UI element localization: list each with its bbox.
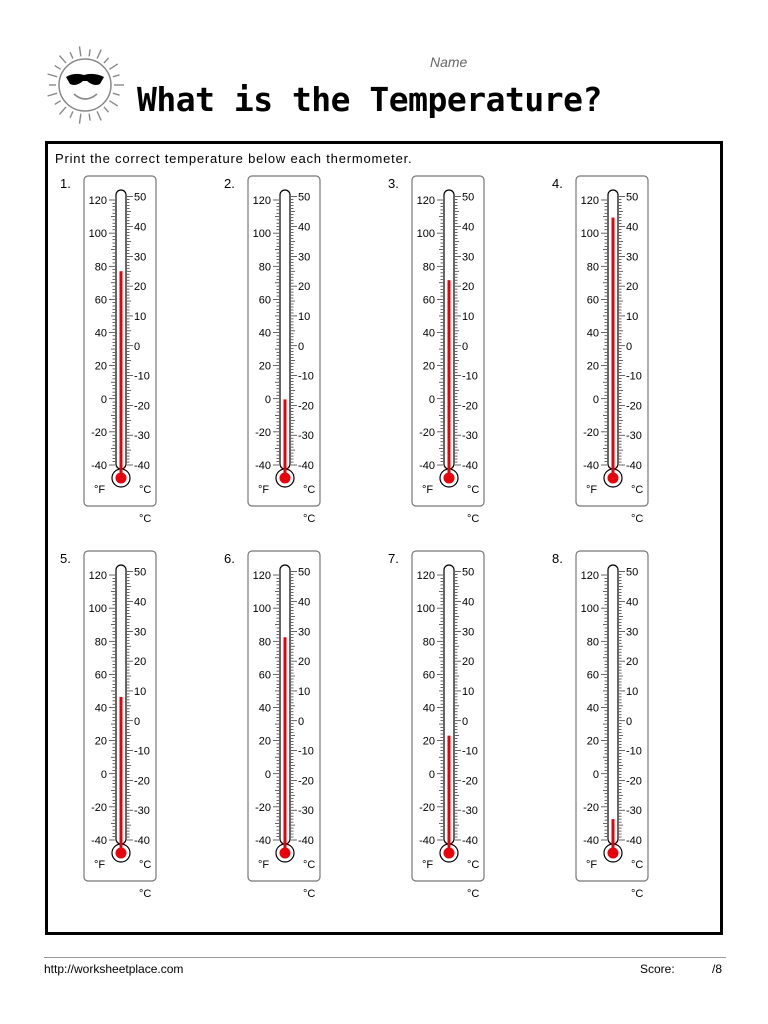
thermometer-number: 7. — [388, 551, 399, 566]
fahrenheit-label: 120 — [88, 195, 107, 207]
celsius-label: -40 — [298, 835, 314, 847]
celsius-label: 20 — [298, 281, 311, 294]
thermometer-number: 6. — [224, 551, 235, 566]
fahrenheit-label: 0 — [264, 393, 271, 406]
page-title: What is the Temperature? — [137, 80, 602, 119]
fahrenheit-label: 20 — [94, 360, 107, 373]
fahrenheit-unit: °F — [586, 859, 598, 871]
celsius-label: 10 — [626, 685, 639, 698]
thermometer-2 — [224, 176, 320, 525]
celsius-label: 40 — [462, 221, 475, 234]
celsius-label: -30 — [298, 805, 314, 818]
thermometer-8 — [552, 551, 648, 900]
fahrenheit-label: -20 — [91, 426, 107, 439]
celsius-label: 30 — [462, 251, 475, 264]
fahrenheit-label: -20 — [255, 801, 271, 814]
celsius-label: 50 — [626, 191, 639, 204]
mercury-column — [120, 271, 123, 475]
fahrenheit-label: 40 — [258, 702, 271, 715]
fahrenheit-unit: °F — [94, 859, 106, 871]
fahrenheit-label: -40 — [91, 835, 107, 847]
celsius-label: -10 — [134, 745, 150, 758]
fahrenheit-label: 120 — [416, 570, 435, 582]
fahrenheit-label: 80 — [258, 261, 271, 274]
fahrenheit-unit: °F — [94, 484, 106, 496]
celsius-label: 0 — [626, 340, 633, 353]
mercury-column — [284, 637, 287, 850]
celsius-label: -10 — [298, 745, 314, 758]
celsius-label: 40 — [462, 596, 475, 609]
fahrenheit-label: 60 — [422, 294, 435, 307]
fahrenheit-label: 20 — [422, 735, 435, 748]
celsius-label: 20 — [298, 656, 311, 669]
celsius-unit: °C — [303, 859, 316, 871]
celsius-unit: °C — [467, 859, 480, 871]
fahrenheit-label: 20 — [586, 735, 599, 748]
fahrenheit-label: -40 — [419, 460, 435, 472]
fahrenheit-label: 100 — [580, 228, 599, 241]
fahrenheit-label: 120 — [580, 195, 599, 207]
celsius-label: 40 — [134, 221, 147, 234]
celsius-label: 50 — [134, 566, 147, 579]
fahrenheit-label: 20 — [94, 735, 107, 748]
fahrenheit-label: 120 — [252, 195, 271, 207]
celsius-label: -10 — [462, 745, 478, 758]
celsius-label: 30 — [626, 251, 639, 264]
footer-divider — [44, 957, 726, 958]
celsius-label: 0 — [462, 715, 469, 728]
fahrenheit-label: 40 — [586, 327, 599, 340]
fahrenheit-label: 100 — [252, 603, 271, 616]
fahrenheit-label: 20 — [258, 735, 271, 748]
celsius-label: 50 — [298, 191, 311, 204]
fahrenheit-label: 0 — [100, 768, 107, 781]
celsius-label: -20 — [462, 775, 478, 788]
fahrenheit-label: 0 — [592, 393, 599, 406]
celsius-label: -20 — [462, 400, 478, 413]
celsius-label: 50 — [462, 191, 475, 204]
celsius-label: 50 — [462, 566, 475, 579]
fahrenheit-label: 80 — [94, 636, 107, 649]
mercury-bulb — [116, 848, 127, 859]
fahrenheit-label: 80 — [94, 261, 107, 274]
fahrenheit-label: 80 — [586, 261, 599, 274]
celsius-label: 20 — [462, 656, 475, 669]
fahrenheit-label: 60 — [94, 669, 107, 682]
fahrenheit-label: 80 — [422, 636, 435, 649]
fahrenheit-unit: °F — [586, 484, 598, 496]
celsius-label: -20 — [298, 775, 314, 788]
celsius-label: -40 — [626, 835, 642, 847]
fahrenheit-label: -20 — [419, 801, 435, 814]
mercury-column — [448, 736, 451, 850]
celsius-label: -40 — [626, 460, 642, 472]
fahrenheit-unit: °F — [258, 859, 270, 871]
celsius-label: -30 — [134, 805, 150, 818]
thermometer-7 — [388, 551, 484, 900]
celsius-label: 10 — [462, 310, 475, 323]
score-label: Score: — [640, 962, 675, 976]
fahrenheit-label: 40 — [94, 702, 107, 715]
fahrenheit-label: 80 — [258, 636, 271, 649]
mercury-bulb — [444, 473, 455, 484]
celsius-label: 0 — [134, 340, 141, 353]
celsius-label: 30 — [626, 626, 639, 639]
celsius-label: 10 — [134, 310, 147, 323]
fahrenheit-label: -20 — [583, 801, 599, 814]
thermometer-number: 8. — [552, 551, 563, 566]
thermometer-4 — [552, 176, 648, 525]
answer-unit: °C — [467, 888, 480, 900]
fahrenheit-label: 40 — [94, 327, 107, 340]
celsius-label: 50 — [134, 191, 147, 204]
thermometer-6 — [224, 551, 320, 900]
celsius-label: 40 — [626, 221, 639, 234]
mercury-bulb — [116, 473, 127, 484]
fahrenheit-label: 0 — [592, 768, 599, 781]
answer-unit: °C — [139, 888, 152, 900]
celsius-label: 20 — [134, 656, 147, 669]
fahrenheit-label: 100 — [416, 603, 435, 616]
fahrenheit-label: -20 — [255, 426, 271, 439]
fahrenheit-label: 60 — [94, 294, 107, 307]
fahrenheit-label: 120 — [580, 570, 599, 582]
celsius-label: 20 — [134, 281, 147, 294]
fahrenheit-label: -40 — [255, 835, 271, 847]
thermometer-number: 3. — [388, 176, 399, 191]
celsius-label: -30 — [462, 805, 478, 818]
mercury-column — [612, 819, 615, 850]
celsius-label: 0 — [298, 715, 305, 728]
fahrenheit-label: 80 — [586, 636, 599, 649]
answer-unit: °C — [303, 888, 316, 900]
answer-unit: °C — [139, 513, 152, 525]
name-label: Name — [430, 54, 468, 70]
celsius-unit: °C — [631, 484, 644, 496]
celsius-label: 10 — [462, 685, 475, 698]
fahrenheit-label: 100 — [88, 603, 107, 616]
celsius-unit: °C — [467, 484, 480, 496]
celsius-label: 40 — [298, 596, 311, 609]
fahrenheit-label: 120 — [88, 570, 107, 582]
celsius-label: 50 — [298, 566, 311, 579]
fahrenheit-label: 40 — [422, 702, 435, 715]
fahrenheit-label: 40 — [258, 327, 271, 340]
fahrenheit-label: 40 — [586, 702, 599, 715]
fahrenheit-label: 100 — [416, 228, 435, 241]
fahrenheit-label: 60 — [422, 669, 435, 682]
celsius-label: 20 — [462, 281, 475, 294]
celsius-label: -20 — [134, 775, 150, 788]
answer-unit: °C — [467, 513, 480, 525]
celsius-label: 0 — [626, 715, 633, 728]
fahrenheit-label: 100 — [580, 603, 599, 616]
celsius-label: -40 — [298, 460, 314, 472]
fahrenheit-label: -40 — [583, 835, 599, 847]
fahrenheit-label: -20 — [91, 801, 107, 814]
fahrenheit-label: 120 — [252, 570, 271, 582]
celsius-label: 30 — [134, 251, 147, 264]
fahrenheit-label: 0 — [100, 393, 107, 406]
celsius-label: -10 — [626, 745, 642, 758]
celsius-label: -20 — [626, 775, 642, 788]
mercury-column — [120, 697, 123, 850]
mercury-bulb — [280, 473, 291, 484]
fahrenheit-label: -40 — [583, 460, 599, 472]
celsius-label: -40 — [134, 835, 150, 847]
fahrenheit-label: -20 — [419, 426, 435, 439]
fahrenheit-label: 100 — [252, 228, 271, 241]
celsius-label: 10 — [298, 310, 311, 323]
celsius-label: -30 — [462, 430, 478, 443]
celsius-label: 40 — [134, 596, 147, 609]
celsius-label: 50 — [626, 566, 639, 579]
thermometer-5 — [60, 551, 156, 900]
mercury-column — [284, 399, 287, 475]
celsius-label: 20 — [626, 281, 639, 294]
fahrenheit-label: 0 — [264, 768, 271, 781]
fahrenheit-label: -40 — [255, 460, 271, 472]
celsius-label: -10 — [134, 370, 150, 383]
fahrenheit-label: 20 — [422, 360, 435, 373]
mercury-bulb — [608, 473, 619, 484]
celsius-label: -40 — [462, 835, 478, 847]
fahrenheit-unit: °F — [422, 484, 434, 496]
celsius-label: 0 — [462, 340, 469, 353]
fahrenheit-label: 0 — [428, 768, 435, 781]
fahrenheit-label: -40 — [419, 835, 435, 847]
fahrenheit-label: 20 — [586, 360, 599, 373]
celsius-label: 30 — [134, 626, 147, 639]
celsius-label: 40 — [298, 221, 311, 234]
celsius-label: -30 — [134, 430, 150, 443]
thermometer-3 — [388, 176, 484, 525]
mercury-bulb — [608, 848, 619, 859]
answer-unit: °C — [631, 888, 644, 900]
mercury-column — [448, 280, 451, 475]
celsius-unit: °C — [303, 484, 316, 496]
celsius-label: -30 — [626, 805, 642, 818]
thermometer-number: 1. — [60, 176, 71, 191]
fahrenheit-label: 40 — [422, 327, 435, 340]
celsius-label: 40 — [626, 596, 639, 609]
celsius-label: -20 — [134, 400, 150, 413]
fahrenheit-unit: °F — [422, 859, 434, 871]
mercury-column — [612, 218, 615, 475]
fahrenheit-label: 80 — [422, 261, 435, 274]
answer-unit: °C — [631, 513, 644, 525]
celsius-label: 10 — [626, 310, 639, 323]
celsius-label: -30 — [298, 430, 314, 443]
footer-url: http://worksheetplace.com — [44, 962, 184, 976]
celsius-label: -10 — [462, 370, 478, 383]
thermometer-1 — [60, 176, 156, 525]
fahrenheit-label: 100 — [88, 228, 107, 241]
thermometer-number: 4. — [552, 176, 563, 191]
celsius-unit: °C — [139, 859, 152, 871]
celsius-label: -40 — [134, 460, 150, 472]
fahrenheit-label: 60 — [586, 294, 599, 307]
fahrenheit-label: -20 — [583, 426, 599, 439]
celsius-unit: °C — [631, 859, 644, 871]
answer-unit: °C — [303, 513, 316, 525]
thermometer-number: 2. — [224, 176, 235, 191]
celsius-label: 30 — [298, 251, 311, 264]
mercury-bulb — [444, 848, 455, 859]
thermometer-number: 5. — [60, 551, 71, 566]
celsius-label: -20 — [298, 400, 314, 413]
celsius-label: 20 — [626, 656, 639, 669]
instruction-text: Print the correct temperature below each thermometer. — [55, 151, 413, 166]
celsius-label: 10 — [134, 685, 147, 698]
thermometer-tube — [608, 565, 618, 844]
celsius-label: -20 — [626, 400, 642, 413]
celsius-label: 30 — [462, 626, 475, 639]
fahrenheit-label: -40 — [91, 460, 107, 472]
celsius-label: -40 — [462, 460, 478, 472]
fahrenheit-label: 120 — [416, 195, 435, 207]
mercury-bulb — [280, 848, 291, 859]
fahrenheit-label: 60 — [586, 669, 599, 682]
fahrenheit-unit: °F — [258, 484, 270, 496]
celsius-label: -10 — [626, 370, 642, 383]
score-total: /8 — [712, 962, 723, 976]
celsius-label: -30 — [626, 430, 642, 443]
fahrenheit-label: 60 — [258, 669, 271, 682]
fahrenheit-label: 60 — [258, 294, 271, 307]
celsius-label: 10 — [298, 685, 311, 698]
celsius-label: -10 — [298, 370, 314, 383]
fahrenheit-label: 20 — [258, 360, 271, 373]
fahrenheit-label: 0 — [428, 393, 435, 406]
celsius-label: 30 — [298, 626, 311, 639]
celsius-label: 0 — [298, 340, 305, 353]
celsius-label: 0 — [134, 715, 141, 728]
celsius-unit: °C — [139, 484, 152, 496]
